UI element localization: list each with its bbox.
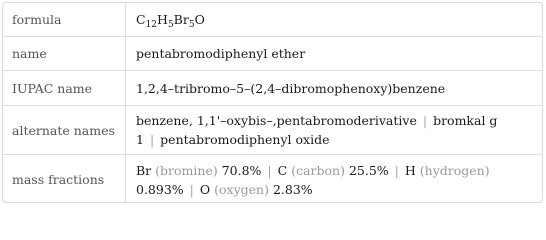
row-label-name: name	[3, 37, 126, 70]
formula-value	[126, 3, 542, 36]
iupac-name-value: 1,2,4–tribromo–5–(2,4–dibromophenoxy)benzene	[136, 80, 446, 96]
mass-element-name: (bromine)	[155, 162, 218, 178]
mass-value: 2.83%	[272, 181, 313, 197]
formula-element-c: C	[136, 12, 146, 27]
separator: |	[149, 132, 155, 147]
separator: |	[267, 162, 272, 178]
formula-subscript-c: 12	[145, 20, 158, 30]
formula-element-o: O	[194, 12, 205, 27]
mass-value: 70.8%	[221, 162, 262, 178]
alternate-name: bromkal g 1	[136, 113, 498, 147]
mass-symbol: C	[277, 162, 288, 178]
alternate-names-value	[126, 106, 542, 154]
mass-value: 0.893%	[136, 181, 184, 197]
formula-element-h: H	[157, 12, 168, 27]
row-iupac-name	[3, 71, 542, 106]
separator: |	[189, 181, 194, 197]
mass-element-name: (oxygen)	[214, 181, 269, 197]
name-value: pentabromodiphenyl ether	[136, 46, 306, 61]
mass-fractions-value	[126, 155, 542, 203]
mass-symbol: O	[199, 181, 211, 197]
mass-value: 25.5%	[348, 162, 389, 178]
alternate-name: pentabromodiphenyl oxide	[160, 132, 330, 147]
formula-subscript-br: 5	[188, 20, 195, 30]
separator: |	[394, 162, 399, 178]
alternate-name: benzene, 1,1'–oxybis–,pentabromoderivative	[136, 113, 417, 128]
separator: |	[422, 113, 428, 128]
row-alternate-names	[3, 106, 542, 155]
properties-table	[2, 2, 543, 203]
row-formula	[3, 3, 542, 37]
row-label-alternate-names: alternate names	[3, 106, 126, 154]
row-label-iupac-name: IUPAC name	[3, 71, 126, 105]
row-label-formula: formula	[3, 3, 126, 36]
formula-subscript-h: 5	[167, 20, 174, 30]
row-mass-fractions	[3, 155, 542, 203]
row-name	[3, 37, 542, 71]
mass-element-name: (carbon)	[291, 162, 345, 178]
formula-element-br: Br	[173, 12, 189, 27]
chemical-formula	[136, 10, 205, 29]
mass-symbol: Br	[136, 162, 152, 178]
mass-element-name: (hydrogen)	[419, 162, 490, 178]
mass-symbol: H	[404, 162, 416, 178]
row-label-mass-fractions: mass fractions	[3, 155, 126, 203]
